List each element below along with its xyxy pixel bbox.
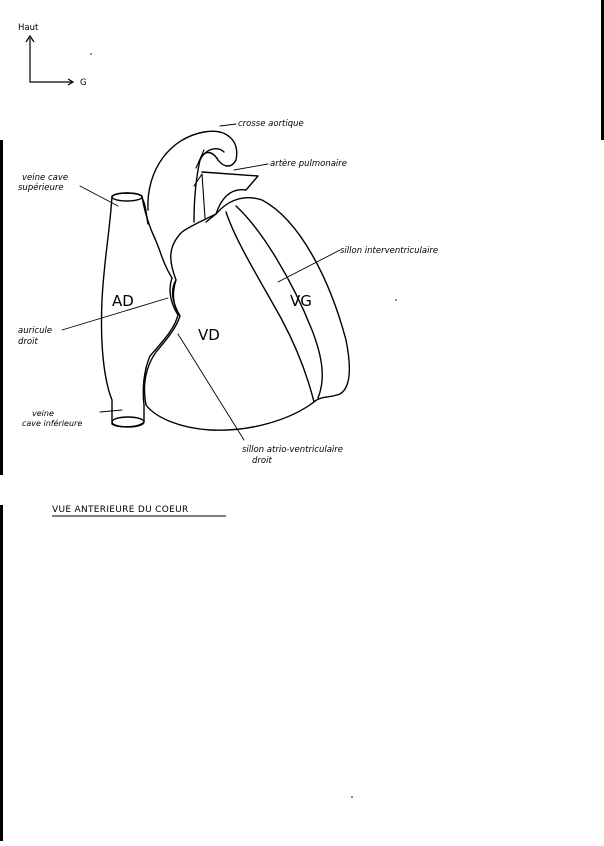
label-svc-1: veine cave (22, 173, 69, 183)
label-av-groove-1: sillon atrio-ventriculaire (242, 445, 344, 455)
aortic-arch (148, 131, 237, 222)
chamber-vg: VG (290, 292, 312, 310)
ivc-opening (112, 417, 144, 427)
leader-av-groove (178, 334, 244, 440)
axis-lines (30, 38, 72, 82)
label-svc-2: supérieure (18, 183, 64, 193)
chamber-vd: VD (198, 326, 220, 344)
label-pulmonary-artery: artère pulmonaire (270, 159, 347, 169)
speck (351, 796, 353, 798)
label-auricle-2: droit (18, 337, 38, 347)
ligament (194, 150, 205, 218)
leader-interventricular (278, 250, 340, 282)
label-ivc-1: veine (32, 409, 54, 418)
chamber-ad: AD (112, 292, 134, 310)
speck (395, 299, 397, 301)
axis-up-label: Haut (18, 23, 39, 33)
orientation-axes (26, 36, 73, 85)
caption: VUE ANTERIEURE DU COEUR (52, 505, 189, 515)
speck (90, 53, 92, 55)
label-ivc-2: cave inférieure (22, 419, 83, 428)
leader-aortic-arch (220, 124, 236, 126)
axis-left-label: G (80, 78, 87, 88)
leader-ivc (100, 410, 122, 412)
label-interventricular: sillon interventriculaire (340, 246, 439, 256)
scan-edge-left (0, 140, 3, 475)
scan-edge-left-lower (0, 505, 3, 841)
svc-opening (112, 193, 142, 201)
label-auricle-1: auricule (18, 326, 53, 336)
leader-pulmonary (234, 164, 268, 170)
label-av-groove-2: droit (252, 456, 272, 466)
label-aortic-arch: crosse aortique (238, 119, 304, 129)
av-groove (173, 280, 180, 316)
